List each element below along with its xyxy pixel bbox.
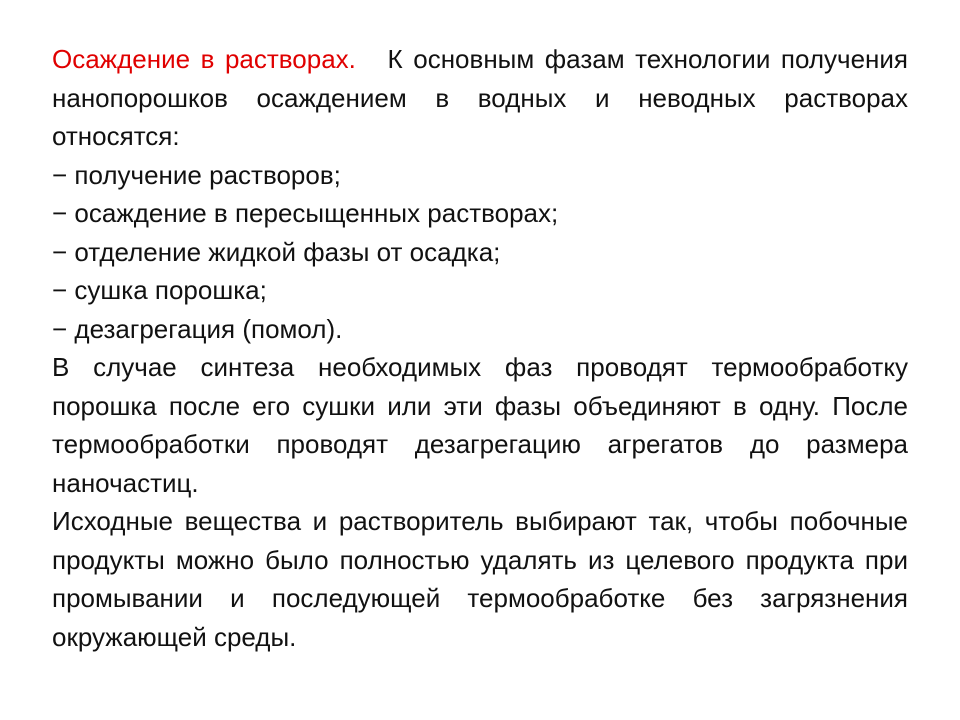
intro-paragraph: [52, 40, 908, 156]
section-heading: Осаждение в растворах.: [52, 44, 356, 74]
reagents-paragraph: Исходные вещества и растворитель выбирают так, чтобы побочные продукты можно было полностью удалять из целевого продукта при промывании и последующей термообработке без загрязнения окружающей среды.: [52, 506, 908, 652]
process-steps-list: [52, 156, 908, 349]
list-item: − осаждение в пересыщенных растворах;: [52, 198, 559, 228]
list-item: − получение растворов;: [52, 159, 341, 190]
list-item: − сушка порошка;: [52, 275, 267, 305]
list-item: − дезагрегация (помол).: [52, 313, 343, 344]
slide-content: [52, 40, 908, 656]
heat-treatment-paragraph: В случае синтеза необходимых фаз проводят термообработку порошка после его сушки или эти фазы объединяют в одну. После термообработки проводят дезагрегацию агрегатов до размера наночастиц.: [52, 352, 908, 498]
intro-text: К основным фазам технологии получения нанопорошков осаждением в водных и неводных растворах относятся:: [52, 44, 908, 151]
list-item: − отделение жидкой фазы от осадка;: [52, 236, 501, 267]
